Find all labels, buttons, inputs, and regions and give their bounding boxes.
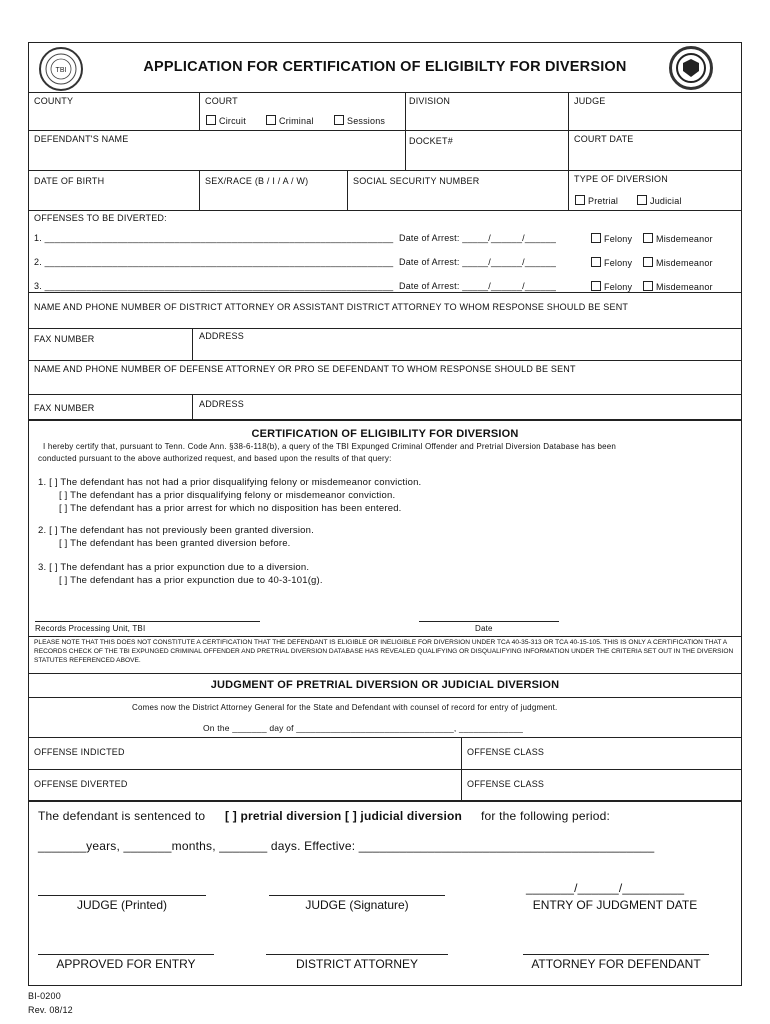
arrest-date[interactable]: Date of Arrest: _____/______/______ bbox=[399, 257, 557, 267]
da-contact-row[interactable] bbox=[29, 293, 741, 329]
circuit-checkbox[interactable] bbox=[206, 115, 216, 125]
offenses-section bbox=[29, 211, 741, 293]
cert-intro-2: conducted pursuant to the above authorized request, and based upon the results of that query: bbox=[38, 454, 392, 463]
ssn-cell[interactable] bbox=[347, 171, 568, 210]
cert-line-2a[interactable]: 2. [ ] The defendant has not previously been granted diversion. bbox=[38, 525, 314, 536]
judge-signature-line[interactable] bbox=[269, 895, 445, 896]
form-header bbox=[29, 43, 741, 93]
offense-line[interactable]: 2. ___________________________________________________________________ bbox=[34, 257, 394, 267]
arrest-date[interactable]: Date of Arrest: _____/______/______ bbox=[399, 281, 557, 291]
offense-class-1-cell[interactable] bbox=[461, 738, 741, 769]
felony-option[interactable]: Felony bbox=[591, 257, 632, 268]
judge-printed-line[interactable] bbox=[38, 895, 206, 896]
defense-fax-label: FAX NUMBER bbox=[34, 403, 95, 413]
cert-line-1a[interactable]: 1. [ ] The defendant has not had a prior disqualifying felony or misdemeanor conviction. bbox=[38, 477, 422, 488]
certification-section bbox=[29, 422, 741, 636]
sessions-checkbox[interactable] bbox=[334, 115, 344, 125]
defense-fax-address-row bbox=[29, 395, 741, 421]
row-defendant bbox=[29, 131, 741, 171]
sentence-text-c: for the following period: bbox=[481, 809, 611, 823]
sexrace-label: SEX/RACE (B / I / A / W) bbox=[205, 176, 309, 186]
sexrace-cell[interactable] bbox=[199, 171, 347, 210]
judgment-title: JUDGMENT OF PRETRIAL DIVERSION OR JUDICIAL DIVERSION bbox=[210, 679, 560, 691]
judgment-intro-row bbox=[29, 698, 741, 738]
da-signature-line[interactable] bbox=[266, 954, 448, 955]
da-address-cell[interactable] bbox=[192, 329, 741, 360]
ssn-label: SOCIAL SECURITY NUMBER bbox=[353, 176, 480, 186]
felony-option[interactable]: Felony bbox=[591, 233, 632, 244]
defense-address-cell[interactable] bbox=[192, 395, 741, 419]
cert-line-2b[interactable]: [ ] The defendant has been granted diversion before. bbox=[59, 538, 291, 549]
criminal-checkbox[interactable] bbox=[266, 115, 276, 125]
diversion-form bbox=[28, 42, 742, 986]
offense-diverted-row bbox=[29, 770, 741, 802]
entry-date-line[interactable]: _______/______/_________ bbox=[526, 881, 685, 895]
records-signature-line[interactable] bbox=[35, 621, 260, 622]
on-the-day-line[interactable]: On the _______ day of ________________________________, _____________ bbox=[203, 723, 524, 733]
misdemeanor-checkbox[interactable] bbox=[643, 233, 653, 243]
da-fax-label: FAX NUMBER bbox=[34, 334, 95, 344]
form-revision: Rev. 08/12 bbox=[28, 1005, 73, 1015]
sentence-text-a: The defendant is sentenced to bbox=[38, 809, 206, 823]
judicial-option[interactable]: Judicial bbox=[637, 195, 682, 206]
da-contact-label: NAME AND PHONE NUMBER OF DISTRICT ATTORNEY OR ASSISTANT DISTRICT ATTORNEY TO WHOM RESPONSE SHOULD BE SENT bbox=[34, 302, 629, 312]
cert-note-text: PLEASE NOTE THAT THIS DOES NOT CONSTITUTE A CERTIFICATION THAT THE DEFENDANT IS ELIGIBLE OR INELIGIBLE FOR DIVERSION UNDER TCA 40-35-313 OR TCA 40-15-105. THIS IS ONLY A CERTIFICATION THAT A RECORDS CHECK OF THE TBI EXPUNGED CRIMINAL OFFENDER AND PRETRIAL DIVERSION DATABASE HAS REVEALED QUALIFYING OR DISQUALIFYING INFORMATION UNDER THE CRITERIA SET OUT IN THE DIVERSION STATUTES REFERENCED ABOVE. bbox=[34, 639, 734, 664]
offense-diverted-label: OFFENSE DIVERTED bbox=[34, 779, 128, 789]
misdemeanor-checkbox[interactable] bbox=[643, 281, 653, 291]
type-cell bbox=[568, 171, 741, 210]
row-personal bbox=[29, 171, 741, 211]
date-signature-line[interactable] bbox=[419, 621, 559, 622]
division-cell[interactable] bbox=[405, 93, 568, 130]
svg-text:TBI: TBI bbox=[55, 67, 67, 74]
cert-line-1b[interactable]: [ ] The defendant has a prior disqualifying felony or misdemeanor conviction. bbox=[59, 490, 396, 501]
offense-indicted-row bbox=[29, 738, 741, 770]
da-fax-address-row bbox=[29, 329, 741, 361]
offenses-heading: OFFENSES TO BE DIVERTED: bbox=[34, 213, 167, 223]
misdemeanor-checkbox[interactable] bbox=[643, 257, 653, 267]
form-number: BI-0200 bbox=[28, 991, 61, 1001]
arrest-date[interactable]: Date of Arrest: _____/______/______ bbox=[399, 233, 557, 243]
cert-intro-1: I hereby certify that, pursuant to Tenn. Code Ann. §38-6-118(b), a query of the TBI Expunged Criminal Offender and Pretrial Diversion Database has been bbox=[43, 442, 617, 451]
judge-label: JUDGE bbox=[574, 96, 606, 106]
criminal-option[interactable]: Criminal bbox=[266, 115, 314, 126]
pretrial-checkbox[interactable] bbox=[575, 195, 585, 205]
judge-cell[interactable] bbox=[568, 93, 741, 130]
state-seal-icon bbox=[669, 46, 713, 90]
da-address-label: ADDRESS bbox=[199, 331, 244, 341]
offense-class-1-label: OFFENSE CLASS bbox=[467, 747, 545, 757]
misdemeanor-option[interactable]: Misdemeanor bbox=[643, 233, 713, 244]
felony-checkbox[interactable] bbox=[591, 281, 601, 291]
type-label: TYPE OF DIVERSION bbox=[574, 174, 668, 184]
misdemeanor-option[interactable]: Misdemeanor bbox=[643, 257, 713, 268]
attorney-signature-line[interactable] bbox=[523, 954, 709, 955]
approved-label: APPROVED FOR ENTRY bbox=[56, 957, 196, 971]
misdemeanor-option[interactable]: Misdemeanor bbox=[643, 281, 713, 292]
felony-option[interactable]: Felony bbox=[591, 281, 632, 292]
circuit-option[interactable]: Circuit bbox=[206, 115, 246, 126]
defense-contact-row[interactable] bbox=[29, 361, 741, 395]
offense-line[interactable]: 3. ___________________________________________________________________ bbox=[34, 281, 394, 291]
offense-indicted-label: OFFENSE INDICTED bbox=[34, 747, 125, 757]
docket-cell[interactable] bbox=[405, 131, 568, 170]
certification-title: CERTIFICATION OF ELIGIBILITY FOR DIVERSION bbox=[251, 428, 519, 440]
court-cell bbox=[199, 93, 405, 130]
judge-printed-label: JUDGE (Printed) bbox=[76, 898, 168, 912]
attorney-signature-label: ATTORNEY FOR DEFENDANT bbox=[531, 957, 701, 971]
judicial-checkbox[interactable] bbox=[637, 195, 647, 205]
defense-contact-label: NAME AND PHONE NUMBER OF DEFENSE ATTORNEY OR PRO SE DEFENDANT TO WHOM RESPONSE SHOULD BE SENT bbox=[34, 364, 576, 374]
offense-class-2-cell[interactable] bbox=[461, 770, 741, 800]
records-label: Records Processing Unit, TBI bbox=[35, 624, 146, 633]
row-court-info bbox=[29, 93, 741, 131]
date-label: Date bbox=[475, 624, 493, 633]
cert-note bbox=[29, 636, 741, 674]
offense-class-2-label: OFFENSE CLASS bbox=[467, 779, 545, 789]
form-title: APPLICATION FOR CERTIFICATION OF ELIGIBILTY FOR DIVERSION bbox=[143, 59, 627, 75]
court-date-label: COURT DATE bbox=[574, 134, 634, 144]
defense-address-label: ADDRESS bbox=[199, 399, 244, 409]
docket-label: DOCKET# bbox=[409, 136, 453, 146]
defendant-name-label: DEFENDANT'S NAME bbox=[34, 134, 129, 144]
county-label: COUNTY bbox=[34, 96, 74, 106]
cert-line-3b[interactable]: [ ] The defendant has a prior expunction due to 40-3-101(g). bbox=[59, 575, 323, 586]
sentence-options[interactable]: [ ] pretrial diversion [ ] judicial diversion bbox=[225, 809, 463, 823]
court-date-cell[interactable] bbox=[568, 131, 741, 170]
felony-checkbox[interactable] bbox=[591, 257, 601, 267]
sessions-option[interactable]: Sessions bbox=[334, 115, 385, 126]
judgment-title-row bbox=[29, 674, 741, 698]
approved-line[interactable] bbox=[38, 954, 214, 955]
entry-date-label: ENTRY OF JUDGMENT DATE bbox=[532, 898, 698, 912]
dob-label: DATE OF BIRTH bbox=[34, 176, 105, 186]
court-label: COURT bbox=[205, 96, 238, 106]
cert-line-3a[interactable]: 3. [ ] The defendant has a prior expunction due to a diversion. bbox=[38, 562, 310, 573]
offense-line[interactable]: 1. ___________________________________________________________________ bbox=[34, 233, 394, 243]
judge-signature-label: JUDGE (Signature) bbox=[305, 898, 409, 912]
sentence-period[interactable]: _______years, _______months, _______ days. Effective: ___________________________________________ bbox=[38, 839, 655, 853]
comes-now-text: Comes now the District Attorney General for the State and Defendant with counsel of record for entry of judgment. bbox=[132, 703, 558, 712]
division-label: DIVISION bbox=[409, 96, 451, 106]
felony-checkbox[interactable] bbox=[591, 233, 601, 243]
cert-line-1c[interactable]: [ ] The defendant has a prior arrest for which no disposition has been entered. bbox=[59, 503, 402, 514]
da-signature-label: DISTRICT ATTORNEY bbox=[295, 957, 418, 971]
pretrial-option[interactable]: Pretrial bbox=[575, 195, 618, 206]
